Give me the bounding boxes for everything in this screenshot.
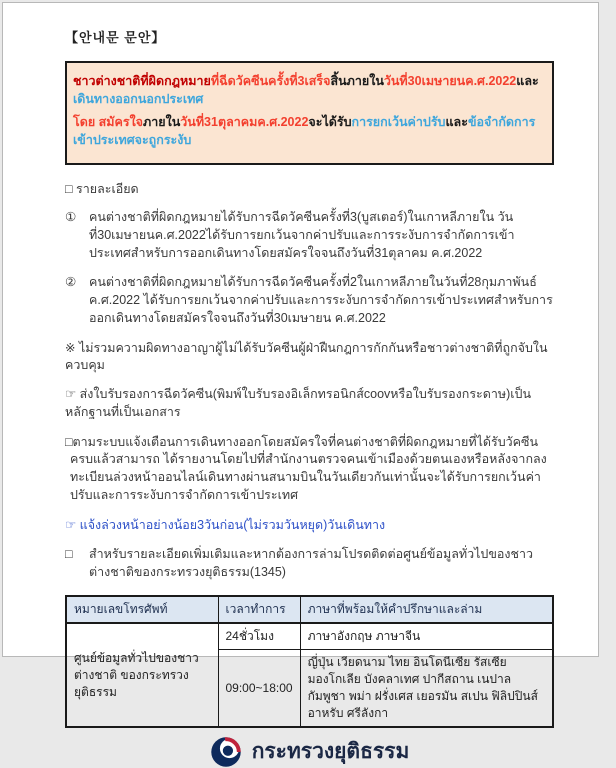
notice-segment: วันที่30เมษายนค.ศ.2022 <box>383 74 517 89</box>
ministry-footer <box>65 736 554 768</box>
ministry-name: กระทรวงยุติธรรม <box>251 740 410 764</box>
details-heading: □ รายละเอียด <box>65 182 139 197</box>
notice-line-2 <box>73 114 546 150</box>
notice-segment: และ <box>445 114 468 129</box>
hours-24h-cell: 24ชั่วโมง <box>218 623 300 650</box>
contact-marker: □ <box>65 547 73 562</box>
table-header-row <box>66 596 553 623</box>
notice-segment: ภายใน <box>143 114 181 129</box>
languages-24h-cell: ภาษาอังกฤษ ภาษาจีน <box>300 623 553 650</box>
numbered-item-1 <box>65 209 554 262</box>
table-row <box>66 623 553 650</box>
notice-segment: โดย สมัครใจ <box>73 114 144 129</box>
notice-segment: และ <box>516 74 539 89</box>
hours-office-cell: 09:00~18:00 <box>218 650 300 728</box>
contact-table <box>65 595 554 728</box>
exclusion-note: ※ ไม่รวมความผิดทางอาญาผู้ไม่ได้รับวัคซีนผู้ฝ่าฝืนกฎการกักกันหรือชาวต่างชาติที่ถูกจับในควบคุม <box>65 340 548 373</box>
header-languages: ภาษาที่พร้อมให้คำปรึกษาและล่าม <box>300 596 553 623</box>
notice-segment: ชาวต่างชาติที่ผิดกฎหมาย <box>73 74 211 89</box>
document-content <box>3 3 598 768</box>
item-1-text: คนต่างชาติที่ผิดกฎหมายได้รับการฉีดวัคซีนครั้งที่3(บูสเตอร์)ในเกาหลีภายใน วันที่30เมษายนค.ศ.2022ได้รับการยกเว้นจากค่าปรับและการระงับการจำกัดการเข้าประเทศสำหรับการออกเดินทางโดยสมัครใจจนถึงวันที่31ตุลาคม ค.ศ.2022 <box>89 210 515 260</box>
item-2-text: คนต่างชาติที่ผิดกฎหมายได้รับการฉีดวัคซีนครั้งที่2ในเกาหลีภายในวันที่28กุมภาพันธ์ ค.ศ.2022 ได้รับการยกเว้นจากค่าปรับและการระงับการจำกัดการเข้าประเทศสำหรับการออกเดินทางโดยสมัครใจจนถึงวันที่30เมษายน ค.ศ.2022 <box>89 275 553 325</box>
document-page <box>2 2 599 764</box>
procedure-paragraph: □ตามระบบแจ้งเตือนการเดินทางออกโดยสมัครใจที่คนต่างชาติที่ผิดกฎหมายที่ได้รับวัคซีนครบแล้วสามารถ ได้รายงานโดยไปที่สำนักงานตรวจคนเข้าเมืองด้วยตนเองหรือหลังจากลงทะเบียนล่วงหน้าออนไลน์เดินทางผ่านสนามบินในวันเดียวกันเท่านั้นจะได้รับการยกเว้นค่าปรับและการระงับการจำกัดการเข้าประเทศ <box>65 434 547 502</box>
notice-box <box>65 61 554 165</box>
notice-segment: ที่ฉีดวัคซีนครั้งที่3เสร็จ <box>210 74 331 89</box>
notice-segment: เดินทางออกนอกประเทศ <box>73 92 204 107</box>
notice-segment: การยกเว้นค่าปรับ <box>351 114 446 129</box>
page-title: 【안내문 문안】 <box>65 30 166 45</box>
org-cell: ศูนย์ข้อมูลทั่วไปของชาวต่างชาติ ของกระทรวงยุติธรรม <box>66 623 218 727</box>
notice-line-1 <box>73 73 546 109</box>
header-phone-number: หมายเลขโทรศัพท์ <box>66 596 218 623</box>
notice-segment: สิ้นภายใน <box>330 74 384 89</box>
languages-office-cell: ญี่ปุ่น เวียดนาม ไทย อินโดนีเซีย รัสเซีย มองโกเลีย บังคลาเทศ ปากีสถาน เนปาล กัมพูชา พม่า ฝรั่งเศส เยอรมัน สเปน ฟิลิปปินส์ อาหรับ ศรีลังกา <box>300 650 553 728</box>
notice-segment: วันที่31ตุลาคมค.ศ.2022 <box>180 114 309 129</box>
item-2-marker: ② <box>65 275 77 290</box>
advance-notice-pointer: ☞ แจ้งล่วงหน้าอย่างน้อย3วันก่อน(ไม่รวมวันหยุด)วันเดินทาง <box>65 517 386 532</box>
item-1-marker: ① <box>65 210 77 225</box>
numbered-item-2 <box>65 274 554 327</box>
korea-government-emblem-icon <box>210 736 242 768</box>
notice-segment: ข้อจำกัดการเข้าประเทศจะถูกระงับ <box>73 114 536 147</box>
header-working-hours: เวลาทำการ <box>218 596 300 623</box>
contact-info-item <box>65 546 554 582</box>
certificate-pointer: ☞ ส่งใบรับรองการฉีดวัคซีน(พิมพ์ใบรับรองอิเล็กทรอนิกส์coovหรือใบรับรองกระดาษ)เป็นหลักฐานที่เป็นเอกสาร <box>65 387 532 419</box>
contact-text: สำหรับรายละเอียดเพิ่มเติมและหากต้องการล่ามโปรดติดต่อศูนย์ข้อมูลทั่วไปของชาวต่างชาติของกระทรวงยุติธรรม(1345) <box>89 547 534 580</box>
notice-segment: จะได้รับ <box>308 114 352 129</box>
